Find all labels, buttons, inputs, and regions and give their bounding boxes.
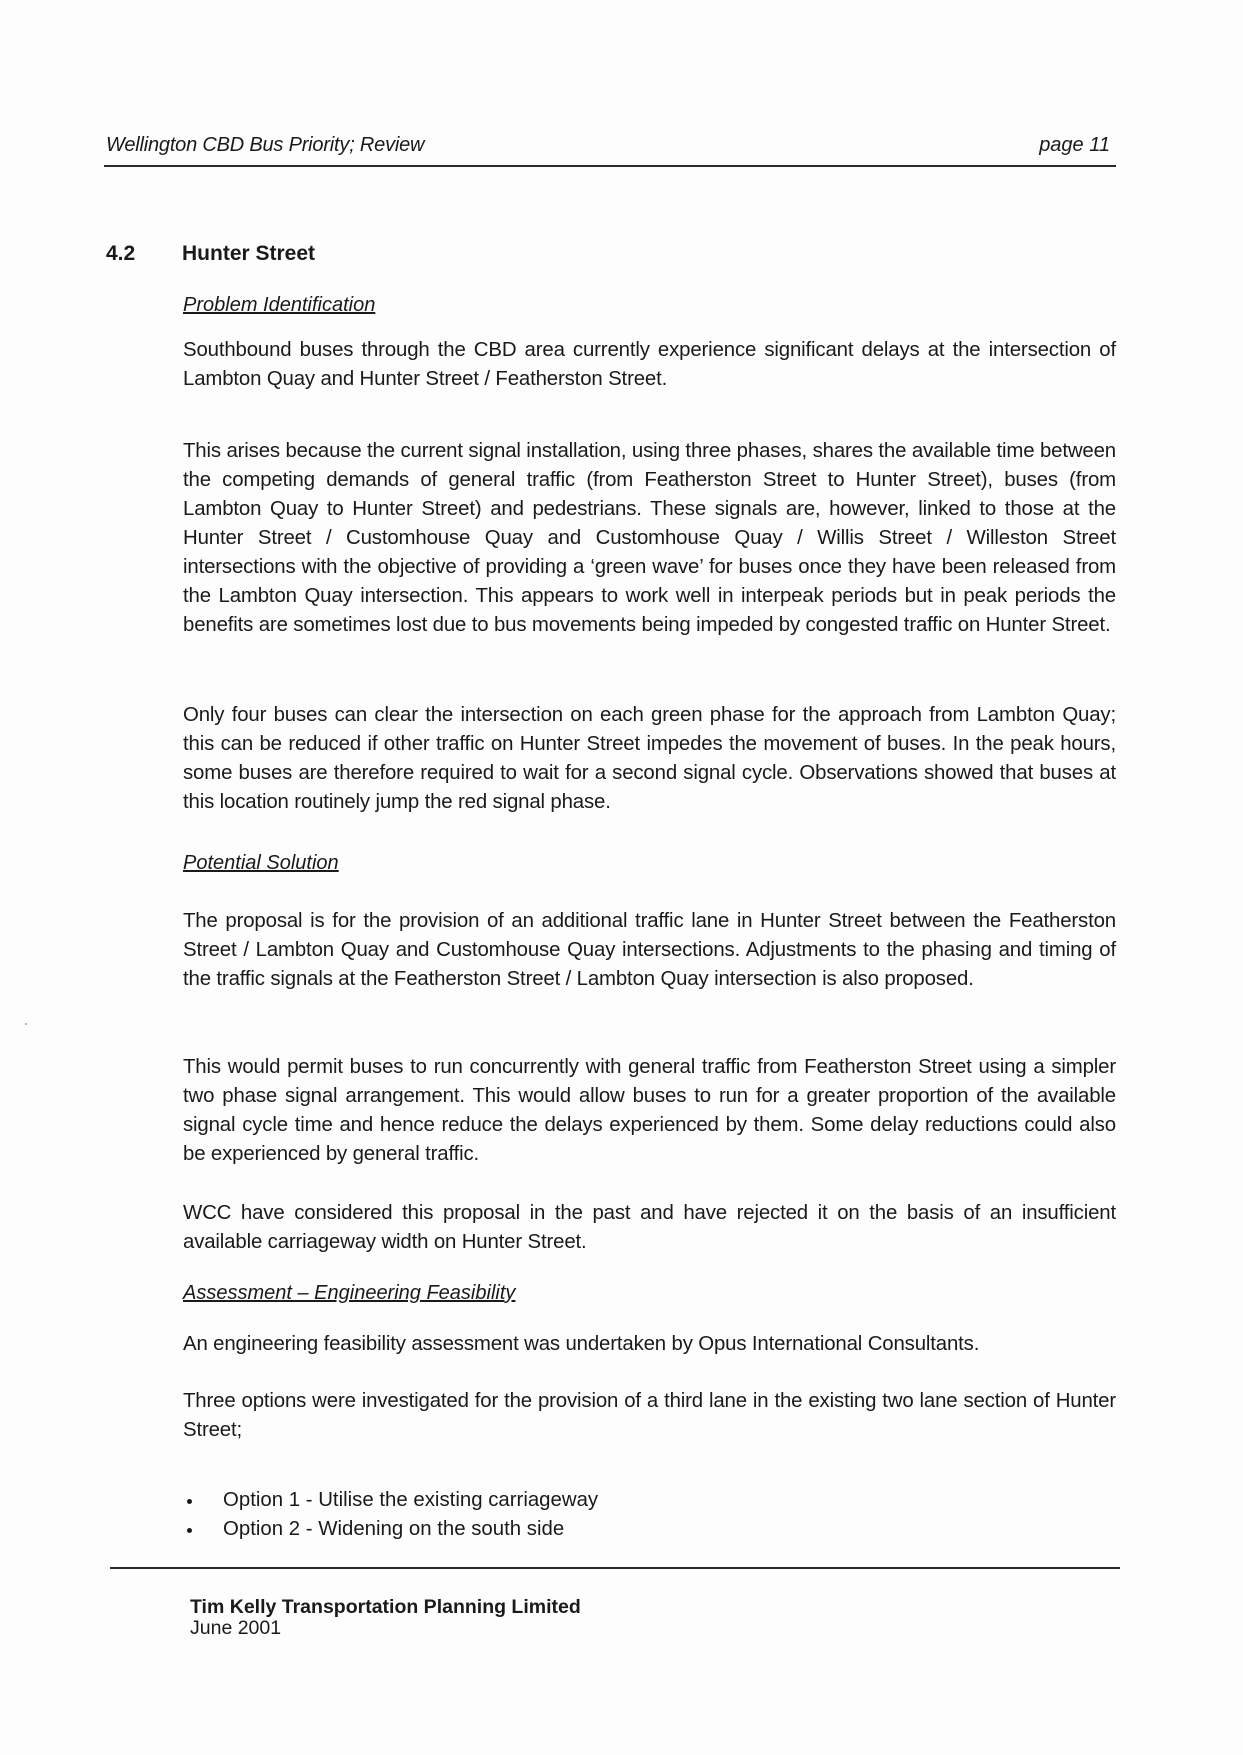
paragraph: WCC have considered this proposal in the past and have rejected it on the basis of an insufficient available carriageway width on Hunter Street. — [183, 1202, 1116, 1253]
options-list — [183, 1486, 598, 1544]
paragraph: Southbound buses through the CBD area currently experience significant delays at the intersection of Lambton Quay and Hunter Street / Featherston Street. — [183, 339, 1116, 390]
bullet-icon — [187, 1499, 192, 1504]
section-heading — [106, 242, 315, 266]
footer-date: June 2001 — [190, 1617, 282, 1639]
paragraph: The proposal is for the provision of an additional traffic lane in Hunter Street between the Featherston Street / Lambton Quay and Customhouse Quay intersections. Adjustments to the phasing and timing of the traffic signals at the Featherston Street / Lambton Quay intersection is also proposed. — [183, 910, 1116, 990]
document-title: Wellington CBD Bus Priority; Review — [106, 134, 425, 156]
footer-divider — [110, 1567, 1120, 1569]
section-number: 4.2 — [106, 242, 136, 265]
paragraph: This arises because the current signal installation, using three phases, shares the available time between the competing demands of general traffic (from Featherston Street to Hunter Street), buses (from Lambton Quay to Hunter Street) and pedestrians. These signals are, however, linked to those at the Hunter Street / Customhouse Quay and Customhouse Quay / Willis Street / Willeston Street intersections with the objective of providing a ‘green wave’ for buses once they have been released from the Lambton Quay intersection. This appears to work well in interpeak periods but in peak periods the benefits are sometimes lost due to bus movements being impeded by congested traffic on Hunter Street. — [183, 440, 1116, 636]
list-item-text: Option 2 - Widening on the south side — [223, 1518, 565, 1540]
bullet-icon — [187, 1528, 192, 1533]
page-header — [104, 131, 1116, 167]
paragraph: An engineering feasibility assessment was undertaken by Opus International Consultants. — [183, 1333, 980, 1355]
footer-company: Tim Kelly Transportation Planning Limited — [190, 1596, 581, 1618]
list-item — [183, 1515, 598, 1544]
paragraph: Three options were investigated for the provision of a third lane in the existing two lane section of Hunter Street; — [183, 1390, 1116, 1441]
scan-speck — [25, 1023, 27, 1025]
page-number: page 11 — [1039, 134, 1110, 156]
section-title: Hunter Street — [182, 242, 316, 265]
list-item — [183, 1486, 598, 1515]
subheading-potential-solution: Potential Solution — [183, 852, 339, 874]
list-item-text: Option 1 - Utilise the existing carriageway — [223, 1489, 599, 1511]
paragraph: This would permit buses to run concurrently with general traffic from Featherston Street using a simpler two phase signal arrangement. This would allow buses to run for a greater proportion of the available signal cycle time and hence reduce the delays experienced by them. Some delay reductions could also be experienced by general traffic. — [183, 1056, 1116, 1165]
subheading-assessment-engineering-feasibility: Assessment – Engineering Feasibility — [183, 1282, 516, 1304]
paragraph: Only four buses can clear the intersection on each green phase for the approach from Lambton Quay; this can be reduced if other traffic on Hunter Street impedes the movement of buses. In the peak hours, some buses are therefore required to wait for a second signal cycle. Observations showed that buses at this location routinely jump the red signal phase. — [183, 704, 1116, 813]
subheading-problem-identification: Problem Identification — [183, 294, 376, 316]
